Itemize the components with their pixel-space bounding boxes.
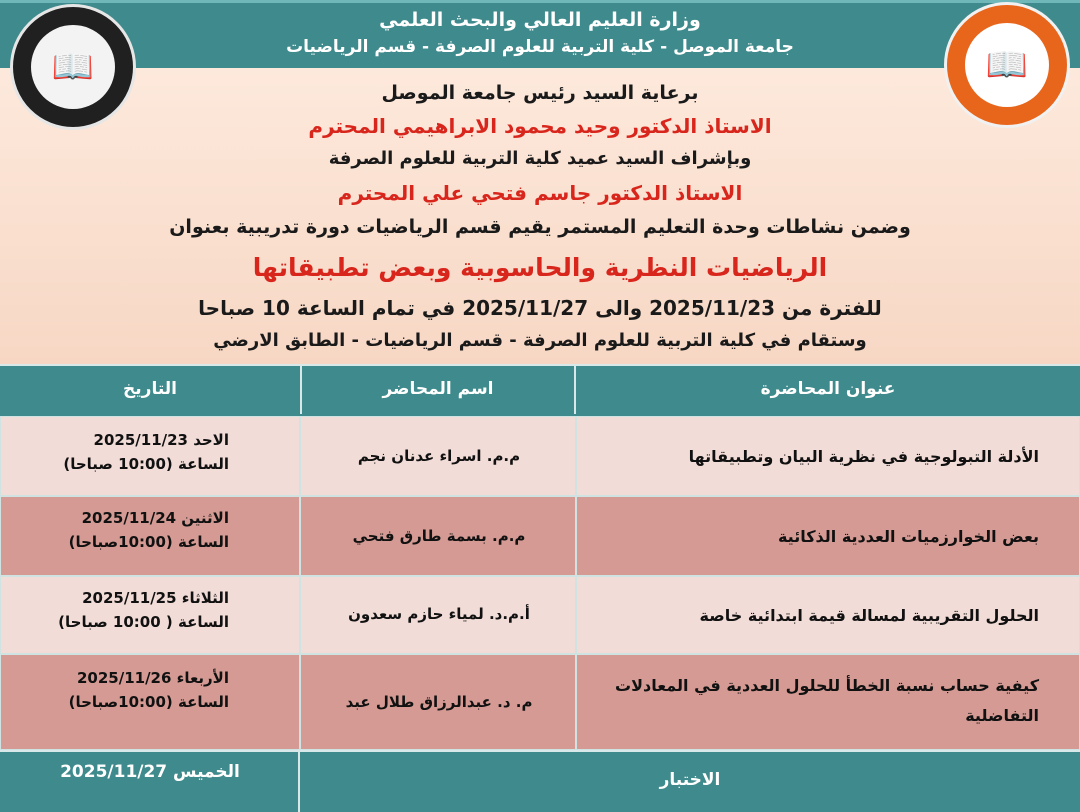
logo-emblem xyxy=(965,23,1049,107)
date-cell xyxy=(0,576,300,654)
header-lecture-title: عنوان المحاضرة xyxy=(576,364,1080,414)
lecturer-name: م.م. اسراء عدنان نجم xyxy=(357,447,521,465)
lecture-time: الساعة ( 10:00 صباحا) xyxy=(58,613,229,631)
college-logo-icon xyxy=(944,2,1070,128)
lecture-title: الأدلة التبولوجية في نظرية البيان وتطبيقاتها xyxy=(688,447,1039,466)
book-icon: 📖 xyxy=(51,47,95,87)
lecture-time: الساعة (10:00صباحا) xyxy=(68,533,229,551)
lecture-title-line1: كيفية حساب نسبة الخطأ للحلول العددية في المعادلات xyxy=(615,676,1039,695)
header-date: التاريخ xyxy=(0,364,300,414)
lecture-day: الاحد 2025/11/23 xyxy=(93,431,229,449)
header-band xyxy=(0,0,1080,71)
date-cell xyxy=(0,496,300,576)
exam-date: الخميس 2025/11/27 xyxy=(60,762,240,782)
intro-section xyxy=(0,68,1080,364)
lecturer-cell xyxy=(300,496,576,576)
column-divider xyxy=(298,752,300,812)
table-row xyxy=(576,576,1080,654)
university-logo-icon xyxy=(10,4,136,130)
lecture-title-line2: التفاضلية xyxy=(965,706,1039,725)
lecture-time: الساعة (10:00صباحا) xyxy=(68,693,229,711)
course-period: للفترة من 2025/11/23 والى 2025/11/27 في تمام الساعة 10 صباحا xyxy=(198,296,882,320)
lecture-time: الساعة (10:00 صباحا) xyxy=(63,455,229,473)
lecture-day: الأربعاء 2025/11/26 xyxy=(76,669,229,687)
lecturer-cell xyxy=(300,654,576,750)
lecture-title: الحلول التقريبية لمسالة قيمة ابتدائية خاصة xyxy=(699,606,1039,625)
exam-row xyxy=(0,750,1080,810)
lecture-title: بعض الخوارزميات العددية الذكائية xyxy=(777,527,1039,546)
schedule-table xyxy=(0,364,1080,810)
course-location: وستقام في كلية التربية للعلوم الصرفة - قسم الرياضيات - الطابق الارضي xyxy=(213,330,867,351)
lecture-day: الاثنين 2025/11/24 xyxy=(81,509,229,527)
supervision-line: وبإشراف السيد عميد كلية التربية للعلوم الصرفة xyxy=(328,148,752,169)
table-row xyxy=(576,416,1080,496)
lecturer-cell xyxy=(300,416,576,496)
university-college-department: جامعة الموصل - كلية التربية للعلوم الصرفة - قسم الرياضيات xyxy=(286,37,794,57)
patronage-line: برعاية السيد رئيس جامعة الموصل xyxy=(381,82,699,104)
lecturer-cell xyxy=(300,576,576,654)
lecturer-name: م.م. بسمة طارق فتحي xyxy=(352,527,526,545)
date-cell xyxy=(0,654,300,750)
table-row xyxy=(576,496,1080,576)
logo-emblem xyxy=(31,25,115,109)
dean-name: الاستاذ الدكتور جاسم فتحي علي المحترم xyxy=(337,181,743,205)
ministry-title: وزارة العليم العالي والبحث العلمي xyxy=(379,9,701,31)
date-cell xyxy=(0,416,300,496)
header-lecturer: اسم المحاضر xyxy=(300,364,576,414)
lecturer-name: أ.م.د. لمياء حازم سعدون xyxy=(348,605,530,623)
exam-label: الاختبار xyxy=(659,770,721,790)
lecturer-name: م. د. عبدالرزاق طلال عبد xyxy=(345,693,533,711)
book-icon: 📖 xyxy=(985,45,1029,85)
president-name: الاستاذ الدكتور وحيد محمود الابراهيمي المحترم xyxy=(308,114,772,138)
lecture-day: الثلاثاء 2025/11/25 xyxy=(82,589,229,607)
course-title: الرياضيات النظرية والحاسوبية وبعض تطبيقاتها xyxy=(252,253,828,282)
course-announcement: وضمن نشاطات وحدة التعليم المستمر يقيم قسم الرياضيات دورة تدريبية بعنوان xyxy=(169,216,911,238)
table-row xyxy=(576,654,1080,750)
